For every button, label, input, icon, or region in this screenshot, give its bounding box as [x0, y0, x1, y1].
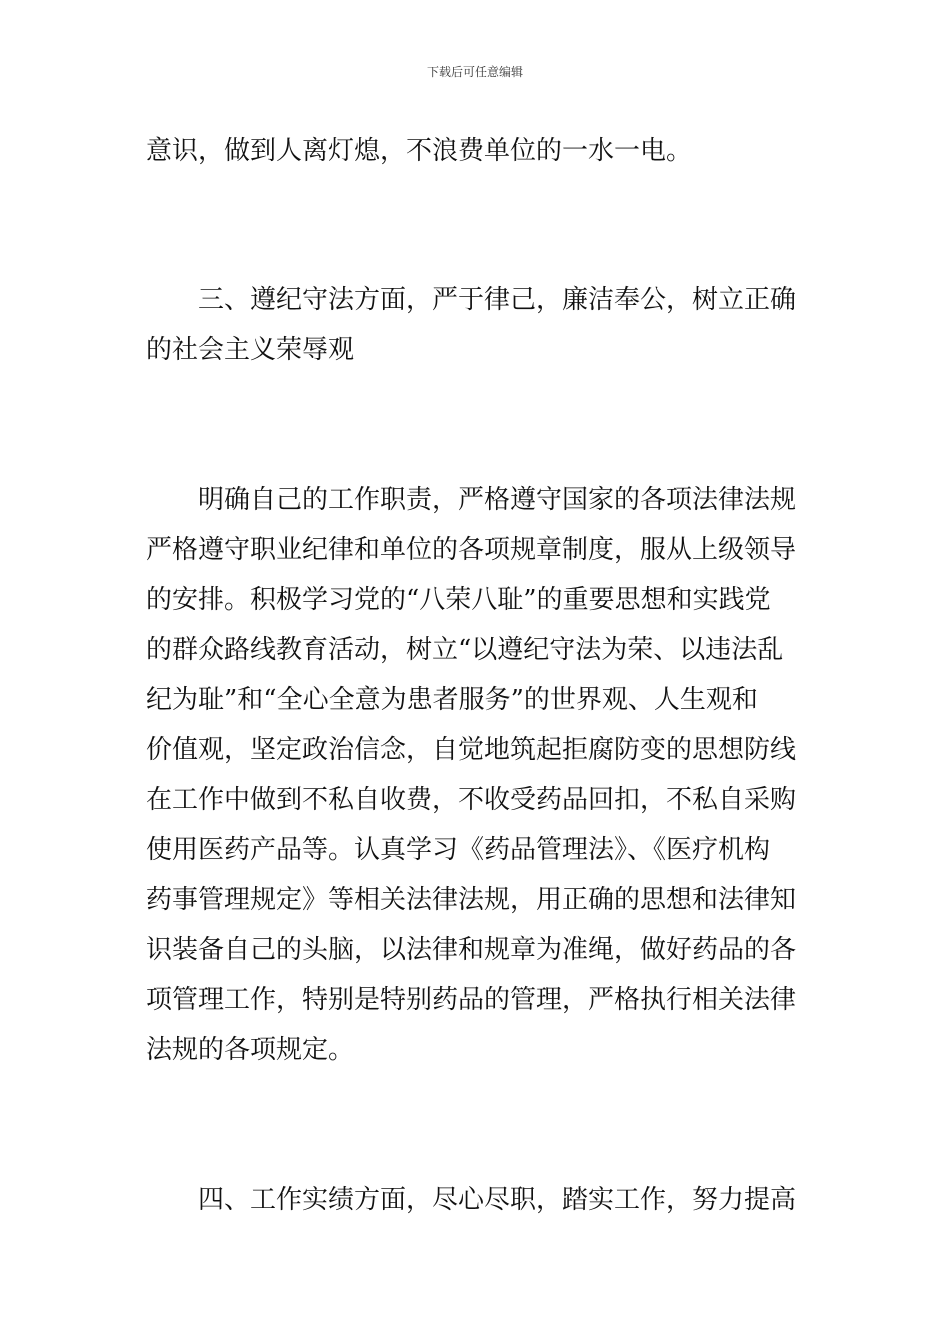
- body-line: 明确自己的工作职责，严格遵守国家的各项法律法规: [198, 485, 797, 515]
- body-line: 意识，做到人离灯熄，不浪费单位的一水一电。: [146, 136, 693, 166]
- section-heading-line: 四、工作实绩方面，尽心尽职，踏实工作，努力提高: [198, 1185, 797, 1215]
- body-line: 纪为耻”和“全心全意为患者服务”的世界观、人生观和: [146, 685, 758, 715]
- body-line: 使用医药产品等。认真学习《药品管理法》、《医疗机构: [146, 835, 771, 865]
- body-line: 在工作中做到不私自收费，不收受药品回扣，不私自采购: [146, 785, 797, 815]
- page-header: 下载后可任意编辑: [426, 65, 523, 79]
- body-line: 识装备自己的头脑，以法律和规章为准绳，做好药品的各: [146, 935, 797, 965]
- body-line: 项管理工作，特别是特别药品的管理，严格执行相关法律: [146, 985, 797, 1015]
- body-line: 的群众路线教育活动，树立“以遵纪守法为荣、以违法乱: [146, 635, 784, 665]
- body-line: 法规的各项规定。: [146, 1035, 355, 1065]
- body-line: 价值观，坚定政治信念，自觉地筑起拒腐防变的思想防线: [146, 735, 797, 765]
- section-heading-line: 的社会主义荣辱观: [146, 335, 355, 365]
- body-line: 严格遵守职业纪律和单位的各项规章制度，服从上级领导: [146, 535, 797, 565]
- section-heading-line: 三、遵纪守法方面，严于律己，廉洁奉公，树立正确: [198, 285, 797, 315]
- body-line: 药事管理规定》等相关法律法规，用正确的思想和法律知: [146, 885, 797, 915]
- body-line: 的安排。积极学习党的“八荣八耻”的重要思想和实践党: [146, 585, 771, 615]
